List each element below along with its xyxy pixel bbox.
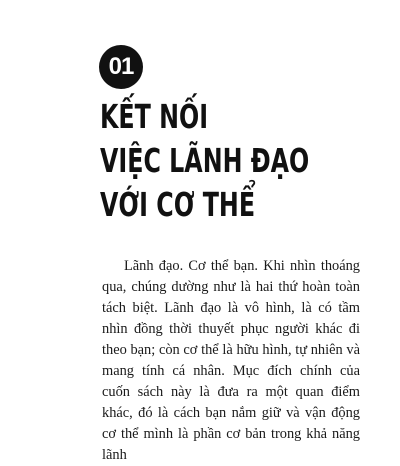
body-paragraph: Lãnh đạo. Cơ thể bạn. Khi nhìn thoáng qua, chúng dường như là hai thứ hoàn toàn tách biệt. Lãnh đạo là vô hình, là có tầm nhìn đồng thời thuyết phục người khác đi theo bạn; còn cơ thể là hữu hình, tự nhiên và mang tính cá nhân. Mục đích chính của cuốn sách này là đưa ra một quan điểm khác, đó là cách bạn nắm giữ và vận động cơ thể mình là phần cơ bản trong khả năng lãnh: [102, 258, 360, 463]
chapter-number-badge: [99, 45, 143, 89]
chapter-title-line-1: KẾT NỐI: [100, 97, 209, 136]
chapter-title-line-3: VỚI CƠ THỂ: [100, 185, 256, 224]
chapter-number: 01: [108, 53, 134, 80]
chapter-title: [100, 95, 309, 227]
chapter-title-line-2: VIỆC LÃNH ĐẠO: [100, 141, 310, 180]
